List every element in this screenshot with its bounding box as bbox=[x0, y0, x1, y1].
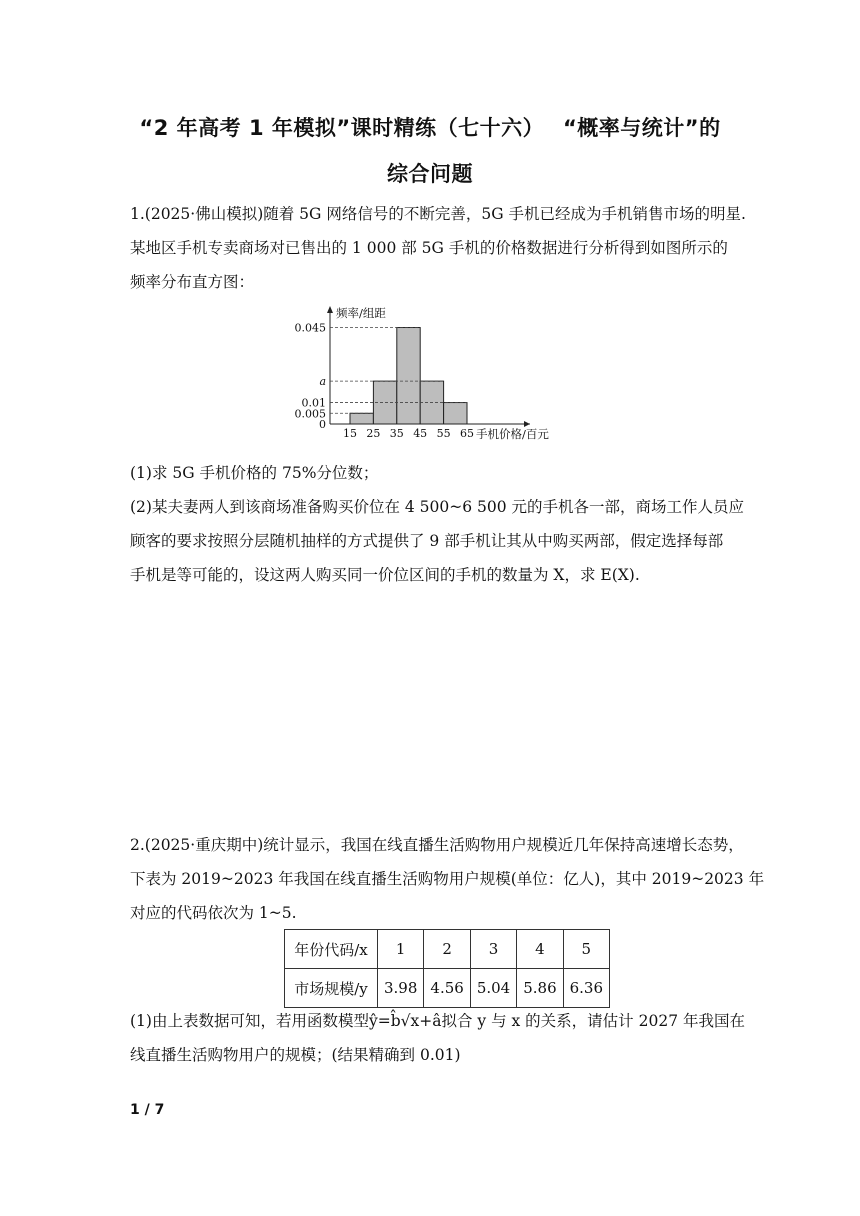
x-tick-label: 55 bbox=[436, 427, 451, 440]
table-cell: 5.04 bbox=[470, 969, 516, 1008]
q1-sub2-line2: 顾客的要求按照分层随机抽样的方式提供了 9 部手机让其从中购买两部，假定选择每部 bbox=[130, 532, 724, 550]
page-title-line1: “2 年高考 1 年模拟”课时精练（七十六） “概率与统计”的 bbox=[139, 116, 721, 140]
table-cell: 4.56 bbox=[424, 969, 470, 1008]
histogram-bar bbox=[397, 328, 420, 424]
y-tick-label: 0.045 bbox=[294, 321, 326, 335]
q2-line2: 下表为 2019~2023 年我国在线直播生活购物用户规模(单位：亿人)，其中 2019~2023 年 bbox=[130, 870, 765, 888]
histogram-bar bbox=[350, 413, 373, 424]
histogram-bar bbox=[444, 403, 467, 424]
table-cell: 4 bbox=[517, 930, 563, 969]
table-cell: 1 bbox=[378, 930, 424, 969]
x-tick-label: 25 bbox=[366, 427, 381, 440]
page-title-line2: 综合问题 bbox=[387, 162, 473, 186]
data-table bbox=[284, 929, 610, 1008]
table-header-cell: 市场规模/y bbox=[285, 969, 378, 1008]
x-tick-label: 15 bbox=[343, 427, 357, 440]
table-cell: 5 bbox=[563, 930, 609, 969]
table-header-cell: 年份代码/x bbox=[285, 930, 378, 969]
page-number: 1 / 7 bbox=[130, 1102, 165, 1118]
y-tick-label: 0 bbox=[319, 418, 326, 431]
q1-line3: 频率分布直方图： bbox=[130, 273, 255, 291]
y-axis-arrow bbox=[327, 306, 333, 313]
y-tick-label: a bbox=[319, 375, 326, 389]
y-tick-label: 0.01 bbox=[301, 396, 326, 410]
q2-sub1-line1: (1)由上表数据可知，若用函数模型ŷ=b̂√x+â拟合 y 与 x 的关系，请估计 2027 年我国在 bbox=[130, 1012, 745, 1030]
x-tick-label: 65 bbox=[460, 427, 474, 440]
q1-line1: 1.(2025·佛山模拟)随着 5G 网络信号的不断完善，5G 手机已经成为手机销售市场的明星. bbox=[130, 205, 746, 223]
x-tick-label: 45 bbox=[413, 427, 428, 440]
q2-line3: 对应的代码依次为 1~5. bbox=[130, 904, 297, 922]
table-cell: 5.86 bbox=[517, 969, 563, 1008]
x-axis-label: 手机价格/百元 bbox=[476, 427, 549, 441]
x-tick-label: 35 bbox=[389, 427, 404, 440]
table-row bbox=[285, 930, 610, 969]
q1-sub2-line1: (2)某夫妻两人到该商场准备购买价位在 4 500~6 500 元的手机各一部，商场工作人员应 bbox=[130, 498, 745, 516]
q2-line1: 2.(2025·重庆期中)统计显示，我国在线直播生活购物用户规模近几年保持高速增长态势， bbox=[130, 836, 744, 854]
q1-sub2-line3: 手机是等可能的，设这两人购买同一价位区间的手机的数量为 X，求 E(X). bbox=[130, 566, 640, 584]
y-tick-label: 0.005 bbox=[294, 407, 326, 421]
table-row bbox=[285, 969, 610, 1008]
table-cell: 2 bbox=[424, 930, 470, 969]
table-cell: 3.98 bbox=[378, 969, 424, 1008]
q1-line2: 某地区手机专卖商场对已售出的 1 000 部 5G 手机的价格数据进行分析得到如图所示的 bbox=[130, 239, 728, 257]
y-axis-label: 频率/组距 bbox=[336, 306, 386, 320]
table-cell: 6.36 bbox=[563, 969, 609, 1008]
q1-sub1: (1)求 5G 手机价格的 75%分位数； bbox=[130, 464, 379, 482]
histogram-chart bbox=[280, 300, 580, 450]
table-cell: 3 bbox=[470, 930, 516, 969]
q2-sub1-line2: 线直播生活购物用户的规模；(结果精确到 0.01) bbox=[130, 1046, 461, 1064]
